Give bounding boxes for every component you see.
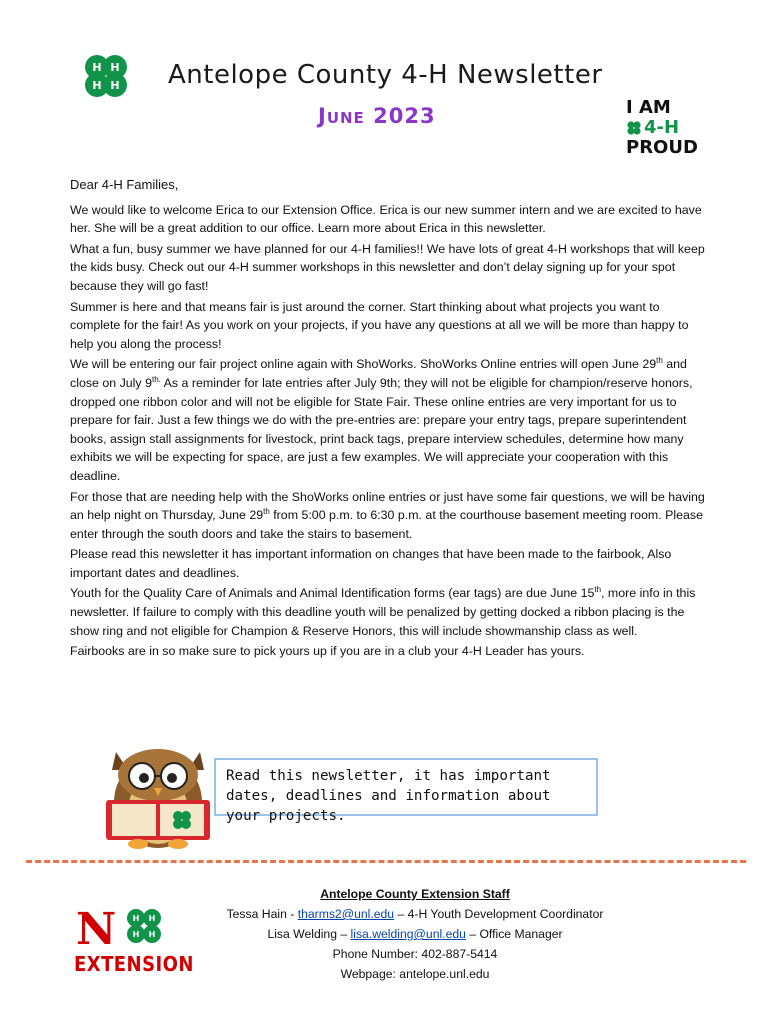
newsletter-title: Antelope County 4-H Newsletter <box>168 60 603 90</box>
paragraph-yqca <box>70 584 710 640</box>
staff-line-tessa <box>190 904 640 924</box>
i-am-4h-proud-badge <box>626 98 726 158</box>
text-segment: For those that are needing help with the ShoWorks online entries or just have some fair questions, we will be having an help night on Thursday, June 29 <box>70 489 705 523</box>
text-segment: Youth for the Quality Care of Animals and Animal Identification forms (ear tags) are due June 15 <box>70 586 595 601</box>
phone-number: Phone Number: 402-887-5414 <box>332 947 498 961</box>
email-link-tessa[interactable]: tharms2@unl.edu <box>297 907 395 921</box>
svg-text:H: H <box>148 914 156 923</box>
paragraph-welcome: We would like to welcome Erica to our Extension Office. Erica is our new summer intern and we are excited to have her. She will be a great addition to our office. Learn more about Erica in this newsletter. <box>70 202 702 236</box>
reading-owl-illustration <box>98 730 220 852</box>
staff-heading: Antelope County Extension Staff <box>320 887 510 901</box>
svg-text:H: H <box>92 79 102 92</box>
svg-text:H: H <box>92 61 102 74</box>
paragraph-workshops: What a fun, busy summer we have planned for our 4-H families!! We have lots of great 4-H workshops that will keep the kids busy. Check out our 4-H summer workshops in this newsletter and don’t delay signing up for your spot because they will go fast! <box>70 241 705 293</box>
badge-line-2 <box>626 118 726 138</box>
staff-role: – Office Manager <box>465 927 563 941</box>
text-segment: from 5:00 p.m. to 6:30 p.m. at the courthouse basement meeting room. Please enter through the south doors and take the stairs to basement. <box>70 508 704 541</box>
paragraph-showorks <box>70 355 710 485</box>
staff-name: Tessa Hain - <box>226 907 298 921</box>
staff-contact-block <box>190 884 640 984</box>
svg-text:H: H <box>148 930 156 939</box>
text-segment: As a reminder for late entries after July 9th; they will not be eligible for champion/reserve honors, dropped one ribbon color and will not be eligible for State Fair. These online entries are very important for us to prepare for fair. Just a few things we do with the pre-entries are: prepare your entry tags, prepare superintendent books, assign stall assignments for livestock, print back tags, prepare interview schedules, determine how many exhibits we will be expecting for space, are just a few examples. We will appreciate your cooperation with this deadline. <box>70 375 693 483</box>
superscript: th <box>263 506 270 516</box>
paragraph-fairbooks: Fairbooks are in so make sure to pick yours up if you are in a club your 4-H Leader has yours. <box>70 644 585 659</box>
paragraph-read-newsletter: Please read this newsletter it has important information on changes that have been made to the fairbook, Also important dates and deadlines. <box>70 547 672 580</box>
logo-n-letter: N <box>76 904 117 955</box>
svg-text:H: H <box>110 79 120 92</box>
callout-box: Read this newsletter, it has important dates, deadlines and information about your projects. <box>214 758 598 816</box>
svg-text:H: H <box>132 914 140 923</box>
text-segment: and close on July 9 <box>70 357 687 390</box>
staff-role: – 4-H Youth Development Coordinator <box>394 907 604 921</box>
dashed-divider <box>26 860 746 863</box>
badge-line-1: I AM <box>626 97 671 118</box>
staff-name: Lisa Welding – <box>267 927 351 941</box>
letter-body <box>70 176 710 663</box>
email-link-lisa[interactable]: lisa.welding@unl.edu <box>350 927 466 941</box>
badge-4h-text: 4-H <box>644 117 680 138</box>
svg-text:H: H <box>110 61 120 74</box>
superscript: th. <box>151 374 161 384</box>
newsletter-date: June 2023 <box>318 104 436 128</box>
extension-wordmark: EXTENSION <box>74 952 194 976</box>
greeting: Dear 4-H Families, <box>70 177 179 192</box>
paragraph-fair: Summer is here and that means fair is just around the corner. Start thinking about what projects you want to complete for the fair! As you work on your projects, if you have any questions at all we will be more than happy to help you along the process! <box>70 299 689 351</box>
text-segment: , more info in this newsletter. If failure to comply with this deadline youth will be penalized by getting docked a ribbon placing is the show ring and not eligible for Champion & Reserve Honors, this will include showmanship class as well. <box>70 586 696 638</box>
staff-line-lisa <box>190 924 640 944</box>
superscript: th <box>656 356 663 366</box>
webpage: Webpage: antelope.unl.edu <box>340 967 490 981</box>
text-segment: We will be entering our fair project online again with ShoWorks. ShoWorks Online entries will open June 29 <box>70 357 657 372</box>
4h-clover-logo-icon <box>80 50 132 102</box>
superscript: th <box>594 585 602 595</box>
svg-text:H: H <box>132 930 140 939</box>
badge-line-3: PROUD <box>626 137 698 158</box>
paragraph-help-night <box>70 488 710 544</box>
small-clover-icon <box>626 120 642 136</box>
